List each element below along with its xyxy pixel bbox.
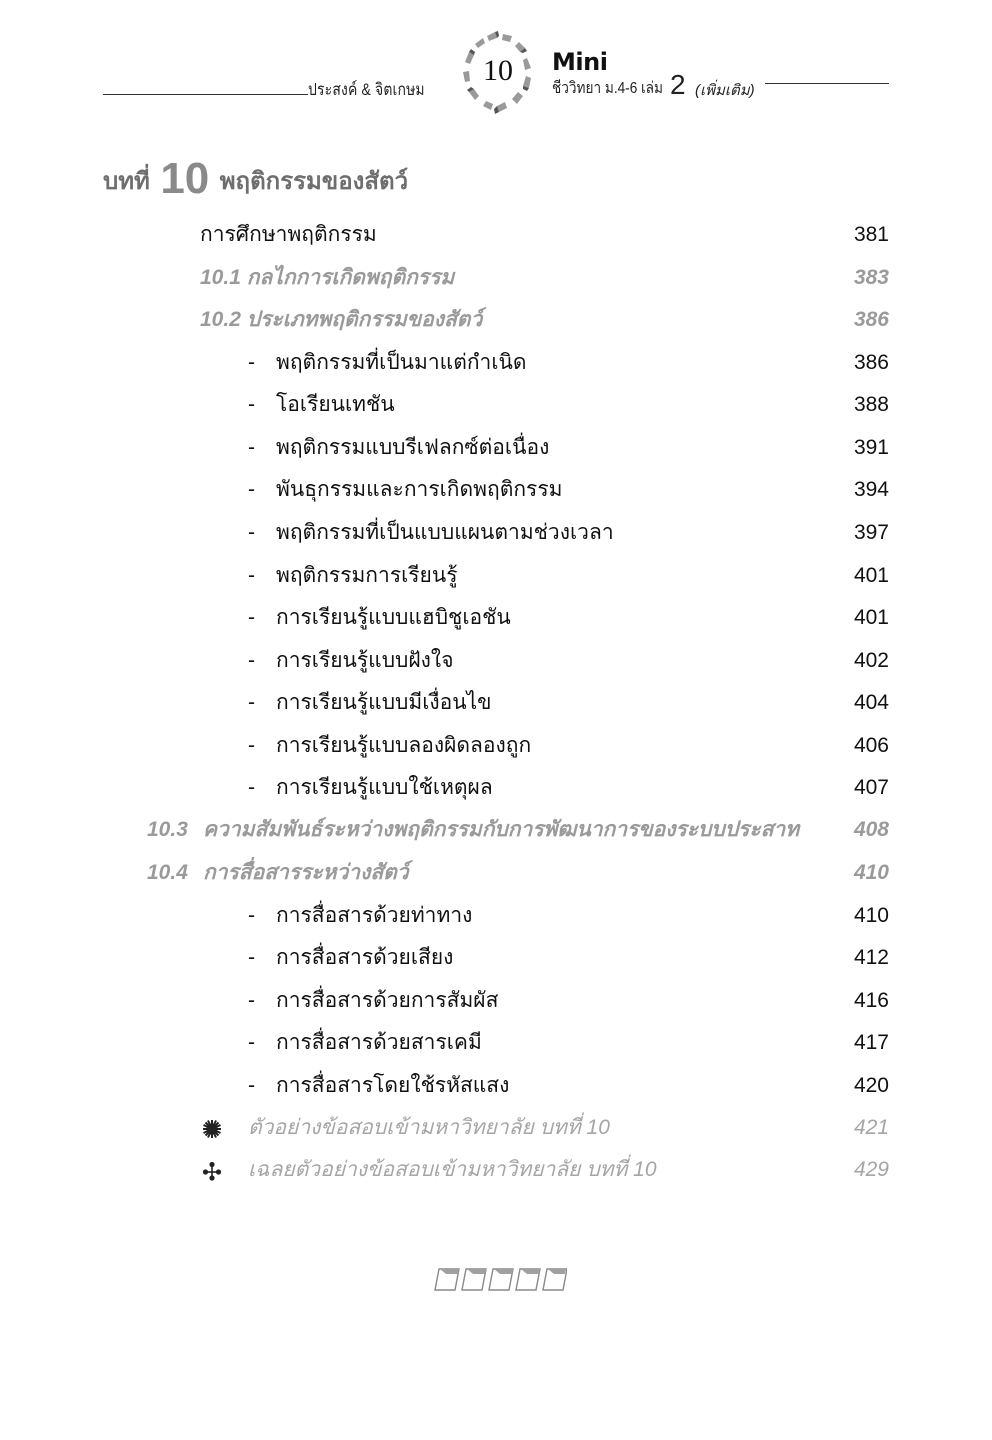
page-number: 417 <box>853 1031 889 1054</box>
chapter-badge <box>457 30 539 120</box>
bullet-dash: - <box>248 776 255 799</box>
quatrefoil-icon <box>202 1161 222 1181</box>
toc-entry-title: การเรียนรู้แบบแฮบิชูเอชัน <box>276 606 511 629</box>
section-number: 10.3 <box>147 818 188 841</box>
section-title: ความสัมพันธ์ระหว่างพฤติกรรมกับการพัฒนาการของระบบประสาท <box>203 818 800 841</box>
page-number: 394 <box>853 478 889 501</box>
toc-entry[interactable] <box>0 1072 992 1108</box>
toc-entry[interactable] <box>0 816 992 852</box>
toc-entry-title: โอเรียนเทชัน <box>276 393 395 416</box>
bullet-dash: - <box>248 734 255 757</box>
toc-entry-title: พฤติกรรมที่เป็นมาแต่กำเนิด <box>276 351 527 374</box>
bullet-dash: - <box>248 478 255 501</box>
bullet-dash: - <box>248 436 255 459</box>
header-author: ประสงค์ & จิตเกษม <box>308 80 425 99</box>
toc-entry[interactable] <box>0 306 992 342</box>
page-number: 402 <box>853 649 889 672</box>
page-number: 401 <box>853 564 889 587</box>
chapter-heading <box>103 154 408 204</box>
toc-entry-title <box>147 859 409 887</box>
toc-entry-title: 10.1 กลไกการเกิดพฤติกรรม <box>200 266 455 289</box>
toc-entry[interactable] <box>0 562 992 598</box>
toc-entry[interactable] <box>0 434 992 470</box>
bullet-dash: - <box>248 946 255 969</box>
toc-entry-title: 10.2 ประเภทพฤติกรรมของสัตว์ <box>200 308 483 331</box>
volume-number: 2 <box>670 69 686 100</box>
page-number: 401 <box>853 606 889 629</box>
toc-entry-title: ตัวอย่างข้อสอบเข้ามหาวิทยาลัย บทที่ 10 <box>248 1116 610 1139</box>
toc-entry[interactable] <box>0 221 992 257</box>
toc-entry-title: การเรียนรู้แบบฝังใจ <box>276 649 454 672</box>
toc-entry[interactable] <box>0 902 992 938</box>
toc-entry[interactable] <box>0 476 992 512</box>
toc-entry-title <box>147 816 799 844</box>
page-number: 404 <box>853 691 889 714</box>
page-number: 420 <box>853 1074 889 1097</box>
page-number: 410 <box>853 904 889 927</box>
toc-entry-title: การศึกษาพฤติกรรม <box>200 223 377 246</box>
page-number: 406 <box>853 734 889 757</box>
header-rule-left <box>103 94 308 95</box>
brand-logo: Mini <box>552 48 608 76</box>
toc-entry[interactable] <box>0 519 992 555</box>
toc-entry[interactable] <box>0 944 992 980</box>
header-rule-right <box>765 83 889 84</box>
page-number: 383 <box>853 266 889 289</box>
bullet-dash: - <box>248 1074 255 1097</box>
toc-entry-title: พฤติกรรมการเรียนรู้ <box>276 564 458 587</box>
toc-entry-title: การสื่อสารด้วยสารเคมี <box>276 1031 482 1054</box>
toc-entry-title: เฉลยตัวอย่างข้อสอบเข้ามหาวิทยาลัย บทที่ 10 <box>248 1158 657 1181</box>
toc-entry[interactable] <box>0 647 992 683</box>
section-title: การสื่อสารระหว่างสัตว์ <box>203 861 409 884</box>
page-number: 391 <box>853 436 889 459</box>
page-number: 386 <box>853 308 889 331</box>
bullet-dash: - <box>248 649 255 672</box>
footer-ornament-icon <box>432 1266 567 1292</box>
chapter-title: พฤติกรรมของสัตว์ <box>219 168 409 195</box>
page-number: 407 <box>853 776 889 799</box>
toc-entry-title: พันธุกรรมและการเกิดพฤติกรรม <box>276 478 563 501</box>
page-number: 429 <box>853 1158 889 1181</box>
book-subtitle <box>552 69 755 101</box>
bullet-dash: - <box>248 989 255 1012</box>
bullet-dash: - <box>248 606 255 629</box>
page-number: 388 <box>853 393 889 416</box>
chapter-number: 10 <box>160 154 210 203</box>
bullet-dash: - <box>248 691 255 714</box>
page-number: 386 <box>853 351 889 374</box>
toc-entry-title: พฤติกรรมที่เป็นแบบแผนตามช่วงเวลา <box>276 521 614 544</box>
page-number: 412 <box>853 946 889 969</box>
page-number: 397 <box>853 521 889 544</box>
toc-entry-title: การสื่อสารด้วยเสียง <box>276 946 454 969</box>
toc-entry-title: พฤติกรรมแบบรีเฟลกซ์ต่อเนื่อง <box>276 436 550 459</box>
header-chapter-number: 10 <box>483 54 513 87</box>
toc-entry[interactable] <box>0 1114 992 1150</box>
toc-entry[interactable] <box>0 987 992 1023</box>
bullet-dash: - <box>248 564 255 587</box>
toc-entry[interactable] <box>0 391 992 427</box>
toc-entry[interactable] <box>0 604 992 640</box>
starburst-icon <box>202 1119 222 1139</box>
bullet-dash: - <box>248 1031 255 1054</box>
page-number: 381 <box>853 223 889 246</box>
subtitle-text: ชีววิทยา ม.4-6 เล่ม <box>552 80 663 97</box>
page-number: 408 <box>853 818 889 841</box>
toc-entry-title: การเรียนรู้แบบลองผิดลองถูก <box>276 734 532 757</box>
section-number: 10.4 <box>147 861 188 884</box>
toc-entry-title: การสื่อสารด้วยการสัมผัส <box>276 989 499 1012</box>
toc-entry[interactable] <box>0 859 992 895</box>
bullet-dash: - <box>248 393 255 416</box>
toc-entry-title: การเรียนรู้แบบมีเงื่อนไข <box>276 691 492 714</box>
bullet-dash: - <box>248 904 255 927</box>
chapter-prefix: บทที่ <box>103 168 150 195</box>
toc-entry[interactable] <box>0 1156 992 1192</box>
toc-entry-title: การสื่อสารโดยใช้รหัสแสง <box>276 1074 510 1097</box>
toc-entry[interactable] <box>0 349 992 385</box>
toc-entry[interactable] <box>0 774 992 810</box>
bullet-dash: - <box>248 351 255 374</box>
toc-entry-title: การเรียนรู้แบบใช้เหตุผล <box>276 776 493 799</box>
toc-entry-title: การสื่อสารด้วยท่าทาง <box>276 904 473 927</box>
volume-note: (เพิ่มเติม) <box>695 82 755 99</box>
page-number: 416 <box>853 989 889 1012</box>
toc-entry[interactable] <box>0 264 992 300</box>
page-number: 410 <box>853 861 889 884</box>
toc-entry[interactable] <box>0 689 992 725</box>
page-number: 421 <box>853 1116 889 1139</box>
toc-entry[interactable] <box>0 732 992 768</box>
bullet-dash: - <box>248 521 255 544</box>
toc-entry[interactable] <box>0 1029 992 1065</box>
